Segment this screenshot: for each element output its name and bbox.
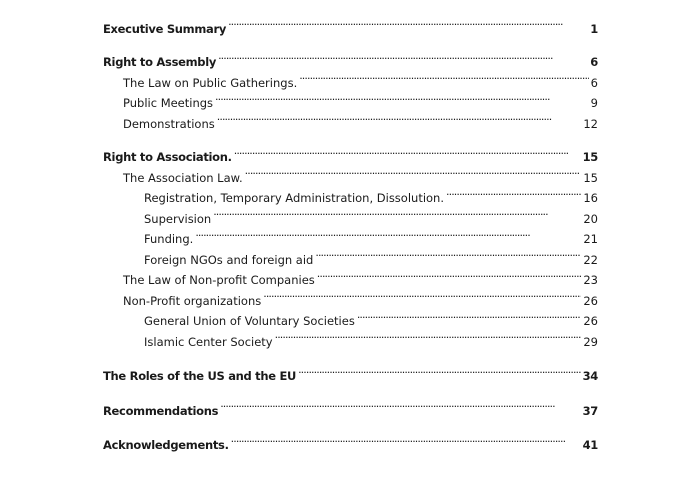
- toc-leader-dots: [234, 141, 581, 162]
- toc-entry-title: Non-Profit organizations: [123, 293, 262, 308]
- toc-entry-title: General Union of Voluntary Societies: [144, 314, 355, 328]
- toc-page-number: 20: [583, 211, 598, 226]
- toc-leader-dots: [228, 12, 588, 33]
- toc-page-number: 15: [582, 150, 598, 164]
- toc-leader-dots: [357, 305, 582, 326]
- toc-page-number: 12: [583, 116, 598, 131]
- toc-entry-title: Foreign NGOs and foreign aid: [144, 252, 314, 267]
- toc-page-number: 23: [583, 273, 598, 287]
- toc-leader-dots: [215, 87, 589, 108]
- toc-entry-title: Acknowledgements.: [103, 438, 229, 452]
- toc-leader-dots: [317, 264, 582, 285]
- toc-page-number: 26: [583, 314, 598, 328]
- toc-entry-title: Supervision: [144, 211, 212, 226]
- toc-entry-title: The Association Law.: [123, 170, 243, 185]
- toc-page-number: 15: [583, 170, 598, 185]
- toc-leader-dots: [231, 429, 581, 450]
- toc-leader-dots: [220, 394, 580, 415]
- toc-leader-dots: [263, 284, 581, 305]
- toc-entry-title: Executive Summary: [103, 21, 227, 36]
- toc-leader-dots: [213, 202, 581, 223]
- toc-page-number: 6: [590, 75, 598, 90]
- toc-leader-dots: [275, 325, 582, 346]
- toc-page-number: 29: [583, 334, 598, 349]
- toc-entry-title: The Law on Public Gatherings.: [123, 75, 298, 90]
- toc-entry-title: Right to Association.: [103, 150, 232, 164]
- toc-entry-acknowledgements[interactable]: [103, 429, 598, 450]
- toc-entry-title: The Roles of the US and the EU: [103, 369, 297, 383]
- toc-entry-executive-summary[interactable]: [103, 12, 598, 36]
- toc-entry-title: Islamic Center Society: [144, 334, 273, 349]
- toc-leader-dots: [195, 223, 581, 244]
- toc-page-number: 6: [590, 55, 598, 69]
- toc-page-number: 21: [583, 232, 598, 246]
- toc-page-number: 34: [582, 369, 598, 383]
- toc-page-number: 22: [583, 252, 598, 267]
- toc-leader-dots: [446, 182, 581, 203]
- toc-entry-right-to-association[interactable]: [103, 141, 598, 162]
- toc-entry-title: The Law of Non-profit Companies: [123, 273, 315, 287]
- toc-entry-title: Registration, Temporary Administration, Dissolution.: [144, 191, 445, 205]
- toc-entry-recommendations[interactable]: [103, 394, 598, 418]
- toc-page-number: 16: [583, 191, 598, 205]
- toc-leader-dots: [217, 107, 582, 128]
- toc-leader-dots: [245, 161, 582, 182]
- toc-entry-title: Recommendations: [103, 403, 219, 418]
- toc-page-number: 1: [590, 21, 598, 36]
- toc-leader-dots: [298, 360, 581, 381]
- toc-page-number: 41: [582, 438, 598, 452]
- toc-entry-title: Public Meetings: [123, 96, 214, 110]
- toc-page-number: 9: [590, 96, 598, 110]
- toc-entry-title: Demonstrations: [123, 116, 215, 131]
- toc-entry-roles-us-eu[interactable]: [103, 360, 598, 381]
- toc-leader-dots: [218, 46, 588, 67]
- toc-leader-dots: [299, 66, 588, 87]
- toc-entry-right-to-assembly[interactable]: [103, 46, 598, 67]
- toc-entry-title: Right to Assembly: [103, 55, 217, 69]
- toc-page-number: 26: [583, 293, 598, 308]
- table-of-contents: [103, 12, 598, 452]
- toc-entry-title: Funding.: [144, 232, 194, 246]
- toc-leader-dots: [315, 243, 581, 264]
- toc-page-number: 37: [582, 403, 598, 418]
